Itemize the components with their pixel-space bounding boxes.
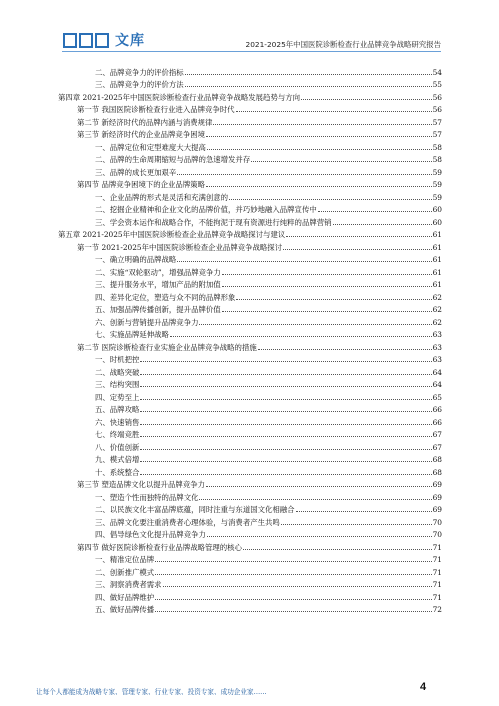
toc-entry[interactable] [58,102,442,115]
table-of-contents [58,64,442,614]
toc-entry-page: 63 [432,342,442,352]
toc-entry-title: 三、结构突围 [95,380,140,389]
toc-leader-dots [229,199,432,200]
toc-entry[interactable] [58,139,442,152]
toc-entry-title: 二、品牌的生命周期缩短与品牌的急速增发并存 [95,155,251,164]
toc-leader-dots [222,311,432,312]
toc-entry-title: 十、系统整合 [95,467,140,477]
toc-entry-page: 55 [432,80,442,89]
toc-entry-page: 58 [432,142,442,152]
toc-entry-page: 59 [432,180,442,189]
toc-entry-page: 67 [432,442,442,452]
toc-entry-page: 61 [432,242,442,252]
toc-entry[interactable] [58,114,442,127]
toc-entry[interactable] [58,77,442,90]
toc-entry-page: 64 [432,380,442,389]
toc-entry-page: 71 [432,580,442,589]
toc-entry-title: 三、洞察消费者需求 [95,580,162,589]
toc-leader-dots [222,274,432,275]
toc-entry-title: 八、价值创新 [95,442,140,452]
toc-entry-page: 63 [432,330,442,339]
toc-entry-title: 一、品牌定位和定型难度大大提高 [95,142,206,152]
toc-entry-page: 68 [432,467,442,477]
toc-entry-page: 69 [432,492,442,502]
toc-leader-dots [140,449,431,450]
toc-entry-page: 61 [432,267,442,277]
toc-entry-page: 60 [432,217,442,227]
toc-entry[interactable] [58,277,442,290]
toc-entry-title: 第一节 我国医院诊断检查行业进入品牌竞争时代 [77,105,235,114]
logo-mark-icon [63,33,109,48]
toc-leader-dots [199,324,431,325]
toc-entry[interactable] [58,402,442,415]
toc-leader-dots [170,336,432,337]
toc-entry[interactable] [58,577,442,590]
footer-slogan: 让每个人都能成为战略专家、管理专家、行业专家、投资专家、成功企业家…… [36,688,267,696]
toc-entry-title: 九、模式倍增 [95,455,140,464]
toc-leader-dots [155,611,431,612]
toc-entry[interactable] [58,552,442,565]
toc-entry-page: 66 [432,405,442,414]
toc-entry-title: 第四节 品牌竞争困境下的企业品牌策略 [77,180,205,189]
toc-leader-dots [333,224,432,225]
toc-entry-title: 三、提升服务水平，增加产品的附加值 [95,280,221,289]
toc-leader-dots [206,136,432,137]
toc-entry-page: 71 [432,567,442,577]
toc-entry-page: 60 [432,205,442,214]
toc-entry[interactable] [58,489,442,502]
toc-entry-title: 二、品牌竞争力的评价指标 [95,67,184,77]
toc-leader-dots [206,186,432,187]
toc-leader-dots [207,149,432,150]
toc-leader-dots [281,524,432,525]
toc-entry-title: 三、品牌的成长更加艰辛 [95,167,177,177]
toc-leader-dots [140,386,431,387]
document-title: 2021-2025年中国医院诊断检查行业品牌竞争战略研究报告 [245,40,441,49]
logo [63,30,145,50]
toc-entry-page: 57 [432,117,442,127]
toc-entry[interactable] [58,164,442,177]
toc-leader-dots [140,361,431,362]
toc-entry[interactable] [58,189,442,202]
toc-entry-title: 二、挖掘企业精神和企业文化的品牌价值，并巧妙地融入品牌宣传中 [95,205,317,214]
toc-entry[interactable] [58,202,442,215]
toc-entry-title: 七、实施品牌延伸战略 [95,330,169,339]
toc-entry[interactable] [58,152,442,165]
toc-entry[interactable] [58,352,442,365]
toc-leader-dots [222,286,432,287]
toc-leader-dots [140,474,431,475]
toc-entry-title: 第五章 2021-2025年中国医院诊断检查企业品牌竞争战略探讨与建议 [58,230,286,239]
toc-entry-page: 61 [432,255,442,264]
toc-leader-dots [155,561,431,562]
toc-entry-title: 二、实施“双轮驱动”，增强品牌竞争力 [95,267,221,277]
toc-entry-page: 71 [432,542,442,552]
toc-entry[interactable] [58,364,442,377]
toc-entry[interactable] [58,452,442,465]
toc-leader-dots [213,124,431,125]
toc-entry[interactable] [58,439,442,452]
toc-entry-title: 第三节 新经济时代的企业品牌竞争困境 [77,130,205,139]
toc-entry[interactable] [58,177,442,190]
toc-entry[interactable] [58,339,442,352]
toc-leader-dots [140,374,431,375]
toc-entry-title: 七、终端竞胜 [95,430,140,439]
toc-entry-page: 69 [432,480,442,489]
toc-leader-dots [185,86,432,87]
page-number: 4 [420,681,427,693]
toc-entry-page: 71 [432,592,442,602]
toc-leader-dots [243,549,432,550]
toc-leader-dots [140,436,431,437]
toc-leader-dots [301,99,432,100]
toc-entry-title: 二、战略突破 [95,367,140,377]
toc-entry[interactable] [58,64,442,77]
toc-entry-page: 69 [432,505,442,514]
toc-entry-page: 56 [432,92,442,102]
toc-entry-page: 56 [432,105,442,114]
toc-entry-title: 五、加强品牌传播创新，提升品牌价值 [95,305,221,314]
toc-entry-title: 四、定势至上 [95,392,140,402]
toc-entry-page: 61 [432,280,442,289]
toc-entry[interactable] [58,264,442,277]
toc-entry-page: 72 [432,605,442,614]
toc-entry-page: 67 [432,430,442,439]
toc-entry-page: 59 [432,167,442,177]
toc-leader-dots [163,586,432,587]
toc-entry[interactable] [58,414,442,427]
toc-entry-title: 第二节 新经济时代的品牌内涵与消费规律 [77,117,213,127]
toc-entry[interactable] [58,302,442,315]
toc-leader-dots [286,236,431,237]
logo-text: 文库 [115,33,145,49]
toc-entry-title: 二、以民族文化丰富品牌底蕴，同时注重与东道国文化相融合 [95,505,295,514]
toc-entry-title: 一、塑造个性而独特的品牌文化 [95,492,199,502]
toc-entry-title: 三、品牌文化要注重消费者心理体验，与消费者产生共鸣 [95,517,280,527]
toc-entry[interactable] [58,252,442,265]
toc-entry-title: 一、确立明确的品牌战略 [95,255,177,264]
toc-entry-page: 58 [432,155,442,164]
toc-leader-dots [185,74,432,75]
toc-entry-title: 五、品牌攻略 [95,405,140,414]
toc-entry-page: 66 [432,417,442,427]
toc-entry[interactable] [58,539,442,552]
header-divider [62,51,441,52]
toc-entry-title: 四、倡导绿色文化提升品牌竞争力 [95,530,206,539]
toc-entry-title: 五、做好品牌传播 [95,605,155,614]
toc-entry-title: 第二节 医院诊断检查行业实施企业品牌竞争战略的措施 [77,342,257,352]
toc-entry-title: 三、学会资本运作和战略合作，不能拘泥于现有资源进行纯粹的品牌营销 [95,217,332,227]
toc-entry[interactable] [58,227,442,240]
toc-leader-dots [283,249,432,250]
toc-entry-title: 四、差异化定位，塑造与众不同的品牌形象 [95,292,236,302]
toc-entry[interactable] [58,477,442,490]
toc-leader-dots [258,349,432,350]
toc-leader-dots [251,161,431,162]
toc-entry[interactable] [58,239,442,252]
toc-entry[interactable] [58,514,442,527]
toc-entry-title: 二、创新推广模式 [95,567,155,577]
toc-entry-title: 三、品牌竞争力的评价方法 [95,80,184,89]
toc-entry-page: 61 [432,230,442,239]
toc-entry[interactable] [58,214,442,227]
toc-entry-page: 63 [432,355,442,364]
toc-leader-dots [140,411,431,412]
toc-entry-page: 57 [432,130,442,139]
toc-entry-page: 64 [432,367,442,377]
toc-entry-title: 六、快速销售 [95,417,140,427]
toc-leader-dots [140,424,431,425]
toc-leader-dots [140,399,431,400]
toc-entry[interactable] [58,289,442,302]
toc-leader-dots [140,461,431,462]
toc-entry-page: 71 [432,555,442,564]
toc-leader-dots [199,499,431,500]
toc-entry[interactable] [58,377,442,390]
toc-entry[interactable] [58,589,442,602]
toc-leader-dots [177,261,431,262]
toc-entry[interactable] [58,389,442,402]
toc-entry-page: 54 [432,67,442,77]
page-header [0,0,499,60]
toc-entry-page: 62 [432,317,442,327]
toc-entry-title: 第一节 2021-2025年中国医院诊断检查企业品牌竞争战略探讨 [77,242,283,252]
toc-leader-dots [236,299,431,300]
toc-entry-title: 第四章 2021-2025年中国医院诊断检查行业品牌竞争战略发展趋势与方向 [58,92,301,102]
toc-entry[interactable] [58,464,442,477]
toc-entry[interactable] [58,127,442,140]
toc-leader-dots [236,111,432,112]
toc-entry-page: 68 [432,455,442,464]
toc-entry-page: 70 [432,517,442,527]
toc-entry-page: 62 [432,292,442,302]
toc-entry[interactable] [58,502,442,515]
toc-leader-dots [177,174,431,175]
toc-entry-title: 第三节 塑造品牌文化以提升品牌竞争力 [77,480,205,489]
toc-leader-dots [155,599,431,600]
toc-entry-page: 62 [432,305,442,314]
toc-entry[interactable] [58,427,442,440]
toc-entry-page: 59 [432,192,442,202]
toc-entry-title: 一、时机把控 [95,355,140,364]
toc-entry-page: 70 [432,530,442,539]
toc-entry-title: 六、创新与营销提升品牌竞争力 [95,317,199,327]
toc-entry[interactable] [58,314,442,327]
toc-entry-page: 65 [432,392,442,402]
toc-entry-title: 一、精准定位品牌 [95,555,155,564]
toc-entry[interactable] [58,602,442,615]
toc-entry[interactable] [58,89,442,102]
toc-entry-title: 第四节 做好医院诊断检查行业品牌战略管理的核心 [77,542,242,552]
toc-leader-dots [296,511,432,512]
toc-entry[interactable] [58,327,442,340]
toc-entry[interactable] [58,527,442,540]
toc-leader-dots [206,486,432,487]
toc-leader-dots [155,574,431,575]
toc-leader-dots [207,536,432,537]
toc-entry-title: 四、做好品牌维护 [95,592,155,602]
toc-entry-title: 一、企业品牌的形式是灵活和充满创意的 [95,192,229,202]
toc-entry[interactable] [58,564,442,577]
toc-leader-dots [318,211,432,212]
